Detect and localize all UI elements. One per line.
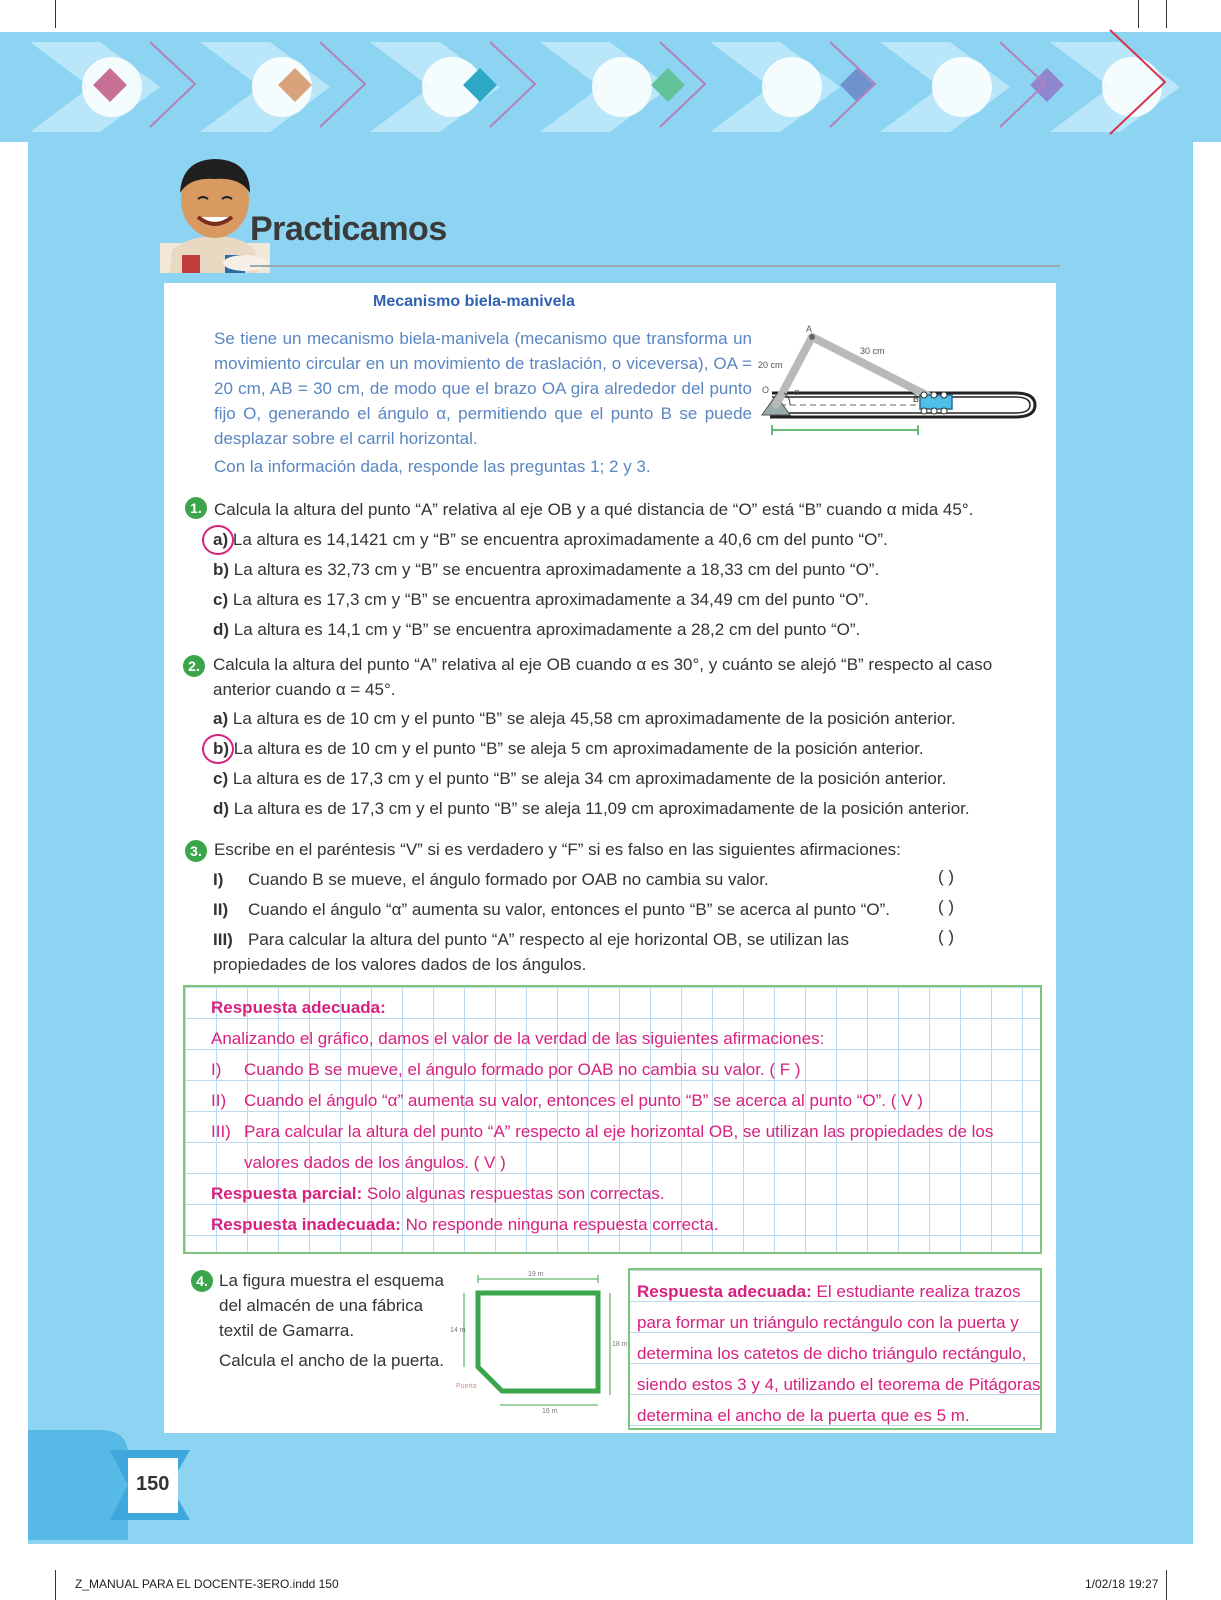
- crank-mechanism-figure: [750, 325, 1040, 445]
- label-O: O: [762, 385, 770, 395]
- option-text: La altura es de 17,3 cm y el punto “B” se aleja 11,09 cm aproximadamente de la posición anterior.: [233, 799, 970, 818]
- question-4-line-4: Calcula el ancho de la puerta.: [219, 1351, 444, 1370]
- option-letter: b): [213, 560, 230, 579]
- question-1-text: Calcula la altura del punto “A” relativa al eje OB y a qué distancia de “O” está “B” cuando α mida 45°.: [214, 500, 974, 519]
- q3-item-1: [213, 867, 769, 892]
- option-letter: c): [213, 769, 229, 788]
- page-title: Practicamos: [250, 210, 447, 248]
- label-B: B: [913, 394, 920, 404]
- q4-answer-line-3: determina los catetos de dicho triángulo rectángulo,: [637, 1344, 1027, 1363]
- option-letter: b): [213, 739, 230, 758]
- dim-top: 19 m: [528, 1271, 544, 1278]
- option-text: La altura es 14,1 cm y “B” se encuentra aproximadamente a 28,2 cm del punto “O”.: [233, 620, 861, 639]
- q4-answer-line-5: determina el ancho de la puerta que es 5 m.: [637, 1406, 970, 1425]
- answer-item-2: II) Cuando el ángulo “α” aumenta su valor, entonces el punto “B” se acerca al punto “O”. ( V ): [211, 1091, 923, 1110]
- answer-item-3-continued: valores dados de los ángulos. ( V ): [244, 1153, 506, 1172]
- intro-paragraph: Se tiene un mecanismo biela-manivela (mecanismo que transforma un movimiento circular en un movimiento de traslación, o viceversa), OA = 20 cm, AB = 30 cm, de modo que el brazo OA gira alrededor del punto fijo O, generando el ángulo α, permitiendo que el punto B se puede desplazar sobre el carril horizontal.: [214, 329, 752, 448]
- question-4-line-3: textil de Gamarra.: [219, 1321, 355, 1340]
- option-letter: d): [213, 620, 230, 639]
- item-text: Cuando B se mueve, el ángulo formado por OAB no cambia su valor.: [248, 870, 769, 889]
- question-4-line-1: La figura muestra el esquema: [219, 1271, 444, 1290]
- option-text: La altura es 32,73 cm y “B” se encuentra aproximadamente a 18,33 cm del punto “O”.: [233, 560, 880, 579]
- intro-instruction: Con la información dada, responde las preguntas 1; 2 y 3.: [214, 457, 651, 476]
- decorative-banner: [0, 22, 1221, 142]
- answer-inadequate: Respuesta inadecuada: No responde ninguna respuesta correcta.: [211, 1215, 719, 1234]
- item-text: Para calcular la altura del punto “A” respecto al eje horizontal OB, se utilizan las: [248, 930, 849, 949]
- answer-parenthesis[interactable]: ( ): [938, 897, 955, 916]
- q2-option-c[interactable]: [213, 766, 946, 791]
- crop-mark: [55, 1570, 56, 1600]
- footer-filename: Z_MANUAL PARA EL DOCENTE-3ERO.indd 150: [75, 1577, 339, 1591]
- option-letter: a): [213, 530, 229, 549]
- dim-left: 14 m: [450, 1327, 466, 1334]
- label-oa-length: 20 cm: [758, 360, 783, 370]
- answer-partial: Respuesta parcial: Solo algunas respuestas son correctas.: [211, 1184, 665, 1203]
- q3-item-3: [213, 927, 849, 952]
- crop-mark: [1166, 1570, 1167, 1600]
- answer-parenthesis[interactable]: ( ): [938, 927, 955, 946]
- option-text: La altura es de 17,3 cm y el punto “B” se aleja 34 cm aproximadamente de la posición anterior.: [232, 769, 947, 788]
- q1-option-b[interactable]: [213, 557, 879, 582]
- question-number-1: 1.: [185, 497, 207, 519]
- label-ab-length: 30 cm: [860, 346, 885, 356]
- q1-option-d[interactable]: [213, 617, 860, 642]
- answer-intro: Analizando el gráfico, damos el valor de la verdad de las siguientes afirmaciones:: [211, 1029, 825, 1048]
- q4-answer-line-2: para formar un triángulo rectángulo con la puerta y: [637, 1313, 1019, 1332]
- q4-answer-line-1: Respuesta adecuada: El estudiante realiza trazos: [637, 1282, 1021, 1301]
- option-text: La altura es de 10 cm y el punto “B” se aleja 45,58 cm aproximadamente de la posición anterior.: [232, 709, 956, 728]
- question-number-4: 4.: [191, 1270, 213, 1292]
- answer-item-1: I) Cuando B se mueve, el ángulo formado por OAB no cambia su valor. ( F ): [211, 1060, 801, 1079]
- question-3-text: Escribe en el paréntesis “V” si es verdadero y “F” si es falso en las siguientes afirmaciones:: [214, 840, 901, 859]
- option-letter: d): [213, 799, 230, 818]
- item-text: Cuando el ángulo “α” aumenta su valor, entonces el punto “B” se acerca al punto “O”.: [248, 900, 891, 919]
- footer-date: 1/02/18 19:27: [1085, 1577, 1159, 1591]
- option-text: La altura es 14,1421 cm y “B” se encuentra aproximadamente a 40,6 cm del punto “O”.: [232, 530, 888, 549]
- option-letter: c): [213, 590, 229, 609]
- door-label: Puerta: [456, 1383, 477, 1390]
- answer-item-3: III) Para calcular la altura del punto “A” respecto al eje horizontal OB, se utilizan las propiedades de los: [211, 1122, 994, 1141]
- dim-right: 18 m: [612, 1341, 628, 1348]
- dim-bottom: 16 m: [542, 1408, 558, 1415]
- option-letter: a): [213, 709, 229, 728]
- option-text: La altura es 17,3 cm y “B” se encuentra aproximadamente a 34,49 cm del punto “O”.: [232, 590, 869, 609]
- item-number: III): [213, 930, 233, 949]
- page-number: 150: [136, 1473, 170, 1495]
- item-number: II): [213, 900, 229, 919]
- q4-answer-line-4: siendo estos 3 y 4, utilizando el teorema de Pitágoras: [637, 1375, 1041, 1394]
- question-4-line-2: del almacén de una fábrica: [219, 1296, 424, 1315]
- section-subtitle: Mecanismo biela-manivela: [373, 293, 575, 310]
- answer-label-adequate: Respuesta adecuada:: [211, 998, 386, 1017]
- question-number-3: 3.: [185, 840, 207, 862]
- q2-option-a[interactable]: [213, 706, 956, 731]
- warehouse-plan-figure: [450, 1267, 630, 1417]
- question-2-text: Calcula la altura del punto “A” relativa al eje OB cuando α es 30°, y cuánto se alejó “B” respecto al caso anterior cuando α = 45°.: [213, 655, 993, 699]
- label-alpha: α: [794, 387, 800, 397]
- option-text: La altura es de 10 cm y el punto “B” se aleja 5 cm aproximadamente de la posición anterior.: [233, 739, 924, 758]
- title-underline: [250, 265, 1060, 267]
- q3-item-3-continued: propiedades de los valores dados de los ángulos.: [213, 955, 587, 974]
- q2-option-d[interactable]: [213, 796, 970, 821]
- question-number-2: 2.: [183, 655, 205, 677]
- q3-item-2: [213, 897, 890, 922]
- answer-parenthesis[interactable]: ( ): [938, 867, 955, 886]
- item-number: I): [213, 870, 224, 889]
- q2-option-b[interactable]: [213, 736, 924, 761]
- label-A: A: [806, 325, 813, 334]
- q1-option-a[interactable]: [213, 527, 888, 552]
- q1-option-c[interactable]: [213, 587, 869, 612]
